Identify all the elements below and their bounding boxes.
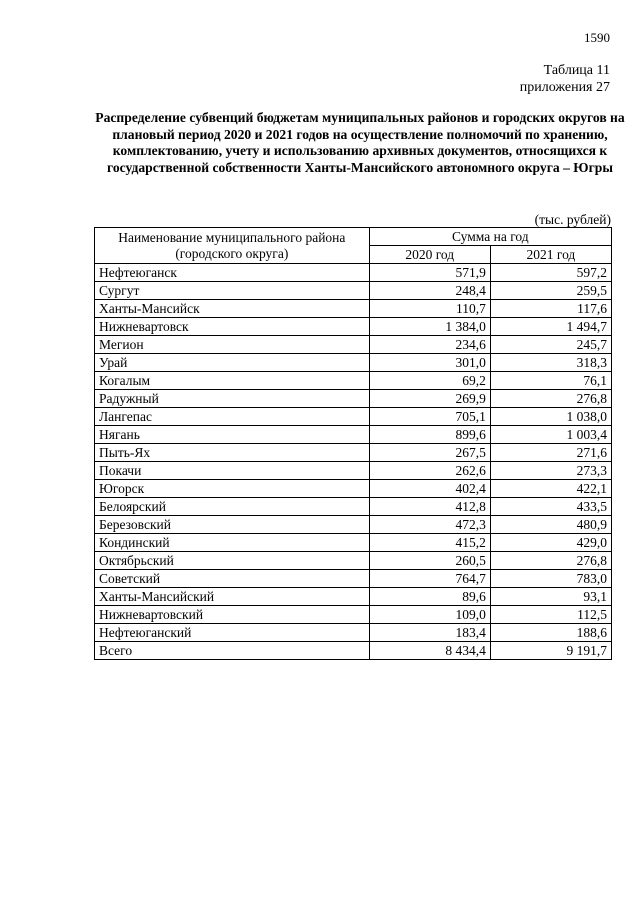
row-value-2021-cell: 276,8 (490, 390, 611, 408)
row-value-2020-cell: 571,9 (369, 264, 490, 282)
row-name-cell: Мегион (95, 336, 370, 354)
row-value-2020-cell: 267,5 (369, 444, 490, 462)
row-value-2020-cell: 262,6 (369, 462, 490, 480)
row-name-cell: Белоярский (95, 498, 370, 516)
page-number: 1590 (584, 30, 610, 45)
table-row (95, 282, 612, 300)
row-name-cell: Кондинский (95, 534, 370, 552)
row-name-cell: Покачи (95, 462, 370, 480)
table-row (95, 588, 612, 606)
row-name-cell: Нижневартовск (95, 318, 370, 336)
row-value-2021-cell: 1 038,0 (490, 408, 611, 426)
row-value-2020-cell: 415,2 (369, 534, 490, 552)
row-name-cell: Нефтеюганский (95, 624, 370, 642)
table-row (95, 372, 612, 390)
row-value-2021-cell: 117,6 (490, 300, 611, 318)
row-name-cell: Нягань (95, 426, 370, 444)
table-row (95, 426, 612, 444)
row-name-cell: Урай (95, 354, 370, 372)
row-value-2020-cell: 183,4 (369, 624, 490, 642)
table-row (95, 390, 612, 408)
header-sum: Сумма на год (369, 228, 611, 246)
row-name-cell: Радужный (95, 390, 370, 408)
row-name-cell: Нефтеюганск (95, 264, 370, 282)
row-value-2021-cell: 273,3 (490, 462, 611, 480)
table-row (95, 534, 612, 552)
row-value-2020-cell: 269,9 (369, 390, 490, 408)
document-title: Распределение субвенций бюджетам муниципальных районов и городских округов на плановый период 2020 и 2021 годов на осуществление полномочий по хранению, комплектованию, учету и использованию архивных документов, относящихся к государственной собственности Ханты-Мансийского автономного округа – Югры (95, 110, 625, 175)
row-value-2021-cell: 93,1 (490, 588, 611, 606)
table-row (95, 336, 612, 354)
row-value-2021-cell: 76,1 (490, 372, 611, 390)
table-row (95, 354, 612, 372)
row-value-2020-cell: 89,6 (369, 588, 490, 606)
total-row (95, 642, 612, 660)
row-value-2021-cell: 112,5 (490, 606, 611, 624)
row-value-2020-cell: 764,7 (369, 570, 490, 588)
row-value-2021-cell: 259,5 (490, 282, 611, 300)
row-value-2020-cell: 234,6 (369, 336, 490, 354)
row-value-2021-cell: 783,0 (490, 570, 611, 588)
row-value-2020-cell: 412,8 (369, 498, 490, 516)
total-value-2020-cell: 8 434,4 (369, 642, 490, 660)
row-value-2021-cell: 597,2 (490, 264, 611, 282)
row-value-2021-cell: 245,7 (490, 336, 611, 354)
row-name-cell: Пыть-Ях (95, 444, 370, 462)
table-reference-line1: Таблица 11 (543, 63, 610, 78)
row-value-2020-cell: 472,3 (369, 516, 490, 534)
header-name-line1: Наименование муниципального района (118, 229, 346, 245)
row-name-cell: Ханты-Мансийск (95, 300, 370, 318)
header-year-2021: 2021 год (490, 246, 611, 264)
table-row (95, 624, 612, 642)
row-value-2021-cell: 480,9 (490, 516, 611, 534)
table-row (95, 444, 612, 462)
row-value-2021-cell: 1 003,4 (490, 426, 611, 444)
row-name-cell: Нижневартовский (95, 606, 370, 624)
row-value-2021-cell: 271,6 (490, 444, 611, 462)
row-value-2020-cell: 69,2 (369, 372, 490, 390)
table-header-row (95, 228, 612, 246)
table-row (95, 552, 612, 570)
total-value-2021-cell: 9 191,7 (490, 642, 611, 660)
table-row (95, 318, 612, 336)
row-value-2020-cell: 402,4 (369, 480, 490, 498)
header-name-line2: (городского округа) (175, 245, 289, 261)
row-value-2021-cell: 422,1 (490, 480, 611, 498)
total-label-cell: Всего (95, 642, 370, 660)
table-body (95, 264, 612, 660)
table-reference-line2: приложения 27 (519, 80, 610, 95)
row-value-2021-cell: 318,3 (490, 354, 611, 372)
table-row (95, 570, 612, 588)
row-name-cell: Югорск (95, 480, 370, 498)
row-value-2020-cell: 248,4 (369, 282, 490, 300)
table-row (95, 606, 612, 624)
row-name-cell: Лангепас (95, 408, 370, 426)
row-value-2020-cell: 110,7 (369, 300, 490, 318)
table-row (95, 264, 612, 282)
table-row (95, 462, 612, 480)
row-name-cell: Советский (95, 570, 370, 588)
row-value-2021-cell: 433,5 (490, 498, 611, 516)
row-value-2021-cell: 429,0 (490, 534, 611, 552)
row-value-2020-cell: 260,5 (369, 552, 490, 570)
subvention-table (94, 227, 612, 660)
units-label: (тыс. рублей) (534, 212, 611, 227)
table-row (95, 408, 612, 426)
row-value-2020-cell: 301,0 (369, 354, 490, 372)
table-row (95, 300, 612, 318)
header-name (95, 228, 370, 264)
row-name-cell: Когалым (95, 372, 370, 390)
row-name-cell: Сургут (95, 282, 370, 300)
row-value-2020-cell: 705,1 (369, 408, 490, 426)
table-row (95, 516, 612, 534)
row-name-cell: Октябрьский (95, 552, 370, 570)
row-value-2021-cell: 188,6 (490, 624, 611, 642)
row-value-2020-cell: 899,6 (369, 426, 490, 444)
row-name-cell: Ханты-Мансийский (95, 588, 370, 606)
row-value-2020-cell: 109,0 (369, 606, 490, 624)
row-value-2021-cell: 1 494,7 (490, 318, 611, 336)
table-row (95, 498, 612, 516)
row-value-2020-cell: 1 384,0 (369, 318, 490, 336)
table-row (95, 480, 612, 498)
row-value-2021-cell: 276,8 (490, 552, 611, 570)
row-name-cell: Березовский (95, 516, 370, 534)
table-reference (520, 62, 610, 96)
header-year-2020: 2020 год (369, 246, 490, 264)
